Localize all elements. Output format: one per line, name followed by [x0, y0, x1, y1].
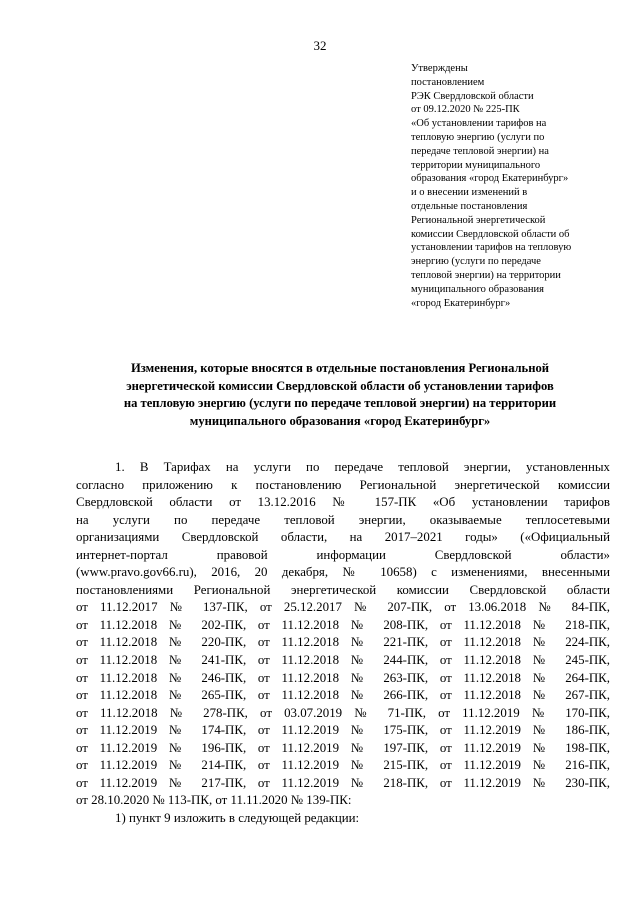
- approval-line: Региональной энергетической: [411, 214, 546, 226]
- approval-line: постановлением: [411, 76, 485, 88]
- body-line: от 11.12.2018 № 278-ПК, от 03.07.2019 № 71-ПК, от 11.12.2019 № 170-ПК,: [76, 705, 610, 720]
- body-line: (www.pravo.gov66.ru), 2016, 20 декабря, № 10658) с изменениями, внесенными: [76, 565, 610, 580]
- document-body: [76, 459, 610, 827]
- body-line: от 11.12.2019 № 174-ПК, от 11.12.2019 № 175-ПК, от 11.12.2019 № 186-ПК,: [76, 723, 610, 738]
- approval-line: энергию (услуги по передаче: [411, 256, 541, 268]
- title-line: на тепловую энергию (услуги по передаче тепловой энергии) на территории: [123, 396, 557, 410]
- body-line: согласно приложению к постановлению Региональной энергетической комиссии: [76, 477, 610, 492]
- document-title: [75, 360, 605, 430]
- approval-line: Утверждены: [411, 63, 468, 74]
- body-line: на услуги по передаче тепловой энергии, оказываемые теплосетевыми: [76, 512, 610, 527]
- body-line: от 11.12.2018 № 241-ПК, от 11.12.2018 № 244-ПК, от 11.12.2018 № 245-ПК,: [76, 653, 610, 668]
- approval-line: от 09.12.2020 № 225-ПК: [411, 104, 520, 116]
- body-line: организациями Свердловской области, на 2017–2021 годы» («Официальный: [76, 530, 610, 545]
- approval-line: тепловой энергии) на территории: [411, 269, 561, 281]
- body-line: 1. В Тарифах на услуги по передаче тепловой энергии, установленных: [115, 460, 610, 474]
- body-line: от 11.12.2019 № 196-ПК, от 11.12.2019 № 197-ПК, от 11.12.2019 № 198-ПК,: [76, 740, 610, 755]
- approval-line: «Об установлении тарифов на: [411, 118, 547, 130]
- title-line: муниципального образования «город Екатеринбург»: [189, 413, 491, 428]
- approval-line: муниципального образования: [411, 283, 544, 295]
- body-line: от 28.10.2020 № 113-ПК, от 11.11.2020 № 139-ПК:: [76, 793, 352, 808]
- approval-line: и о внесении изменений в: [411, 187, 528, 199]
- body-line: от 11.12.2018 № 246-ПК, от 11.12.2018 № 263-ПК, от 11.12.2018 № 264-ПК,: [76, 670, 610, 685]
- page-number: 32: [313, 38, 327, 53]
- approval-line: территории муниципального: [411, 159, 541, 171]
- body-line: постановлениями Региональной энергетической комиссии Свердловской области: [76, 582, 610, 597]
- body-line: от 11.12.2018 № 202-ПК, от 11.12.2018 № 208-ПК, от 11.12.2018 № 218-ПК,: [76, 617, 610, 632]
- body-line: Свердловской области от 13.12.2016 № 157-ПК «Об установлении тарифов: [76, 495, 610, 510]
- body-line: от 11.12.2017 № 137-ПК, от 25.12.2017 № 207-ПК, от 13.06.2018 № 84-ПК,: [76, 600, 610, 615]
- body-line: от 11.12.2018 № 265-ПК, от 11.12.2018 № 266-ПК, от 11.12.2018 № 267-ПК,: [76, 688, 610, 703]
- approval-block: [411, 62, 626, 310]
- approval-line: РЭК Свердловской области: [411, 90, 534, 102]
- title-line: Изменения, которые вносятся в отдельные постановления Региональной: [130, 361, 550, 375]
- approval-line: «город Екатеринбург»: [411, 297, 511, 309]
- approval-line: образования «город Екатеринбург»: [411, 173, 569, 185]
- body-line: от 11.12.2018 № 220-ПК, от 11.12.2018 № 221-ПК, от 11.12.2018 № 224-ПК,: [76, 635, 610, 650]
- approval-line: отдельные постановления: [411, 200, 528, 212]
- approval-line: тепловую энергию (услуги по: [411, 131, 545, 143]
- body-line: интернет-портал правовой информации Свердловской области»: [76, 547, 610, 562]
- approval-line: передаче тепловой энергии) на: [411, 145, 549, 157]
- approval-line: комиссии Свердловской области об: [411, 228, 570, 240]
- body-line: 1) пункт 9 изложить в следующей редакции:: [115, 810, 360, 825]
- body-line: от 11.12.2019 № 214-ПК, от 11.12.2019 № 215-ПК, от 11.12.2019 № 216-ПК,: [76, 758, 610, 773]
- approval-line: установлении тарифов на тепловую: [411, 242, 572, 254]
- title-line: энергетической комиссии Свердловской области об установлении тарифов: [126, 378, 554, 393]
- body-line: от 11.12.2019 № 217-ПК, от 11.12.2019 № 218-ПК, от 11.12.2019 № 230-ПК,: [76, 775, 610, 790]
